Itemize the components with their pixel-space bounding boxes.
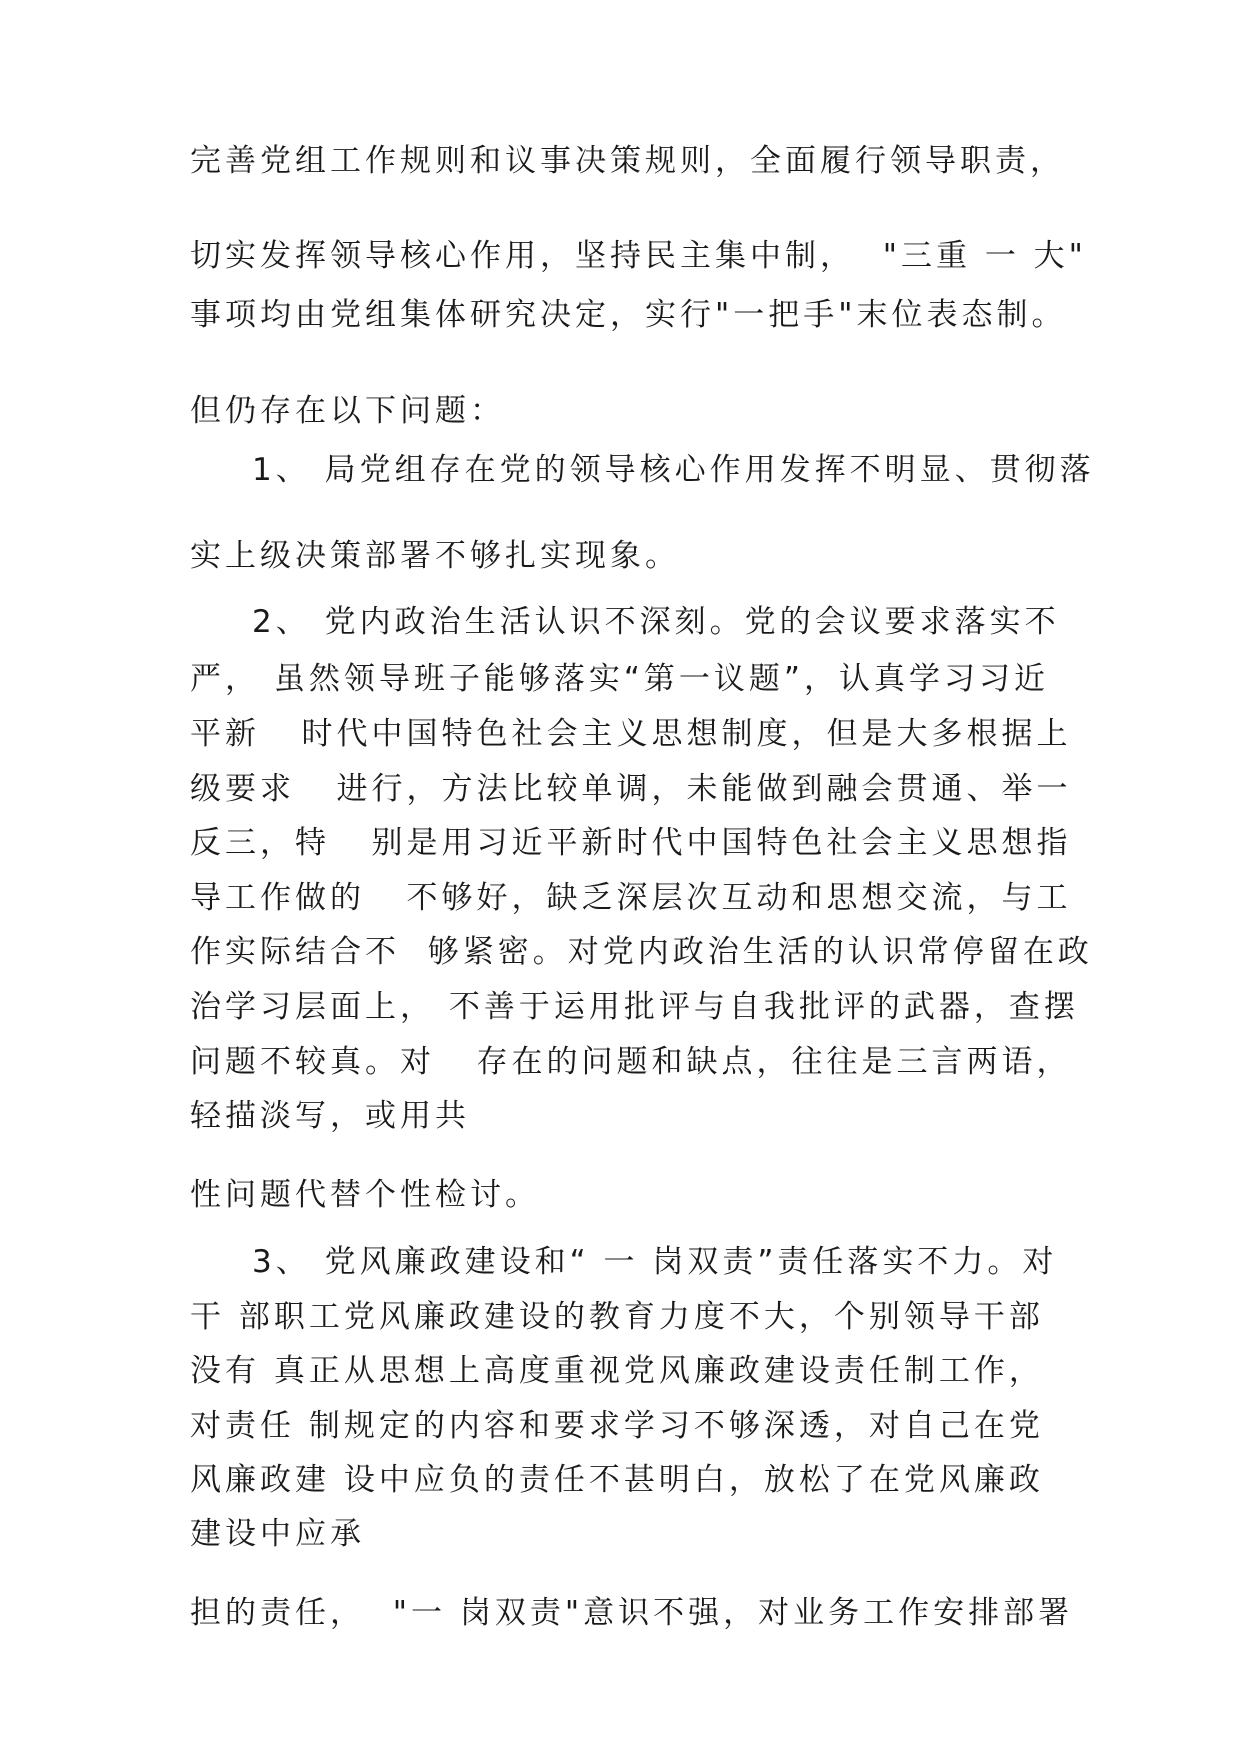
- text-line: 没有 真正从思想上高度重视党风廉政建设责任制工作，: [190, 1353, 1044, 1389]
- text-line: 严， 虽然领导班子能够落实“第一议题”，认真学习习近: [190, 661, 1049, 697]
- text-line: 性问题代替个性检讨。: [190, 1177, 540, 1213]
- text-line: 完善党组工作规则和议事决策规则，全面履行领导职责，: [190, 143, 1065, 179]
- text-line: 反三，特 别是用习近平新时代中国特色社会主义思想指: [190, 825, 1072, 861]
- text-line: 3、 党风廉政建设和“ 一 岗双责”责任落实不力。对: [252, 1244, 1058, 1280]
- text-line: 实上级决策部署不够扎实现象。: [190, 538, 680, 574]
- text-line: 担的责任， "一 岗双责"意识不强，对业务工作安排部署: [190, 1595, 1074, 1631]
- text-line: 问题不较真。对 存在的问题和缺点，往往是三言两语，: [190, 1044, 1072, 1080]
- text-line: 风廉政建 设中应负的责任不甚明白，放松了在党风廉政: [190, 1462, 1044, 1498]
- text-line: 平新 时代中国特色社会主义思想制度，但是大多根据上: [190, 716, 1072, 752]
- text-line: 对责任 制规定的内容和要求学习不够深透，对自己在党: [190, 1408, 1044, 1444]
- text-line: 干 部职工党风廉政建设的教育力度不大，个别领导干部: [190, 1299, 1044, 1335]
- text-line: 切实发挥领导核心作用，坚持民主集中制， "三重 一 大": [190, 238, 1087, 274]
- text-line: 作实际结合不 够紧密。对党内政治生活的认识常停留在政: [190, 934, 1093, 970]
- text-line: 导工作做的 不够好，缺乏深层次互动和思想交流，与工: [190, 880, 1072, 916]
- text-line: 事项均由党组集体研究决定，实行"一把手"末位表态制。: [190, 297, 1067, 333]
- text-line: 但仍存在以下问题：: [190, 393, 505, 429]
- text-line: 级要求 进行，方法比较单调，未能做到融会贯通、举一: [190, 771, 1072, 807]
- text-line: 1、 局党组存在党的领导核心作用发挥不明显、贯彻落: [252, 452, 1095, 488]
- text-line: 轻描淡写，或用共: [190, 1098, 470, 1134]
- text-line: 2、 党内政治生活认识不深刻。党的会议要求落实不: [252, 604, 1060, 640]
- text-line: 建设中应承: [190, 1516, 365, 1552]
- text-line: 治学习层面上， 不善于运用批评与自我批评的武器，查摆: [190, 989, 1079, 1025]
